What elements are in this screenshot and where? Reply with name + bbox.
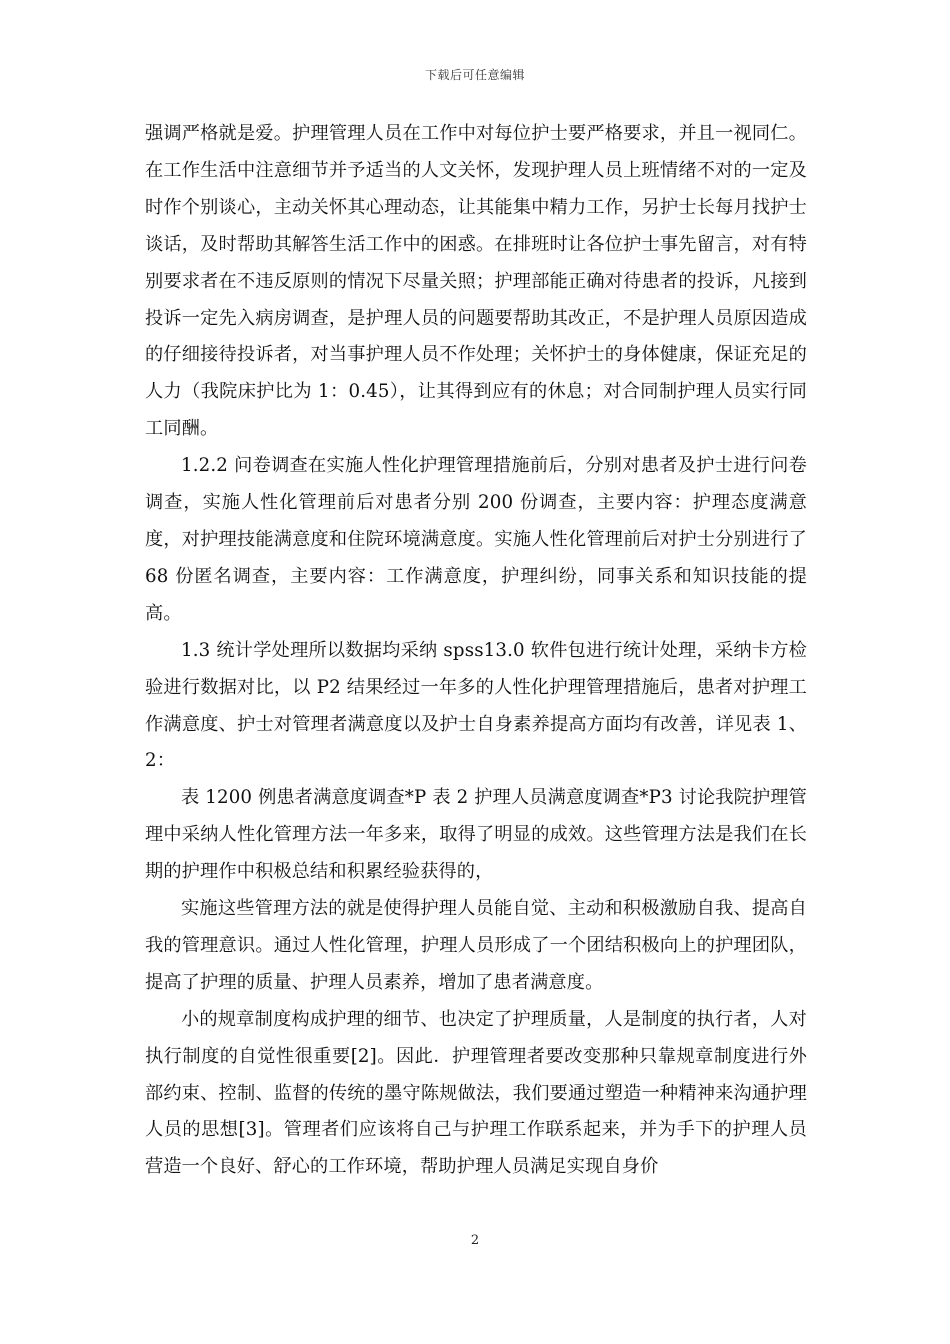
body-paragraph: 1.2.2 问卷调查在实施人性化护理管理措施前后，分别对患者及护士进行问卷调查，实施人性化管理前后对患者分别 200 份调查，主要内容：护理态度满意度，对护理技能满意度和住院环境满意度。实施人性化管理前后对护士分别进行了 68 份匿名调查，主要内容：工作满意度，护理纠纷，同事关系和知识技能的提高。 <box>145 455 807 624</box>
page-number: 2 <box>470 1233 480 1248</box>
document-body <box>145 116 807 1186</box>
body-paragraph: 小的规章制度构成护理的细节、也决定了护理质量，人是制度的执行者，人对执行制度的自觉性很重要[2]。因此．护理管理者要改变那种只靠规章制度进行外部约束、控制、监督的传统的墨守陈规做法，我们要通过塑造一种精神来沟通护理人员的思想[3]。管理者们应该将自己与护理工作联系起来，并为手下的护理人员营造一个良好、舒心的工作环境，帮助护理人员满足实现自身价 <box>145 1008 807 1178</box>
body-paragraph: 1.3 统计学处理所以数据均采纳 spss13.0 软件包进行统计处理，采纳卡方检验进行数据对比，以 P2 结果经过一年多的人性化护理管理措施后，患者对护理工作满意度、护士对管理者满意度以及护士自身素养提高方面均有改善，详见表 1、2： <box>145 639 807 772</box>
body-paragraph: 强调严格就是爱。护理管理人员在工作中对每位护士要严格要求，并且一视同仁。在工作生活中注意细节并予适当的人文关怀，发现护理人员上班情绪不对的一定及时作个别谈心，主动关怀其心理动态，让其能集中精力工作，另护士长每月找护士谈话，及时帮助其解答生活工作中的困惑。在排班时让各位护士事先留言，对有特别要求者在不违反原则的情况下尽量关照；护理部能正确对待患者的投诉，凡接到投诉一定先入病房调查，是护理人员的问题要帮助其改正，不是护理人员原因造成的仔细接待投诉者，对当事护理人员不作处理；关怀护士的身体健康，保证充足的人力（我院床护比为 1：0.45），让其得到应有的休息；对合同制护理人员实行同工同酬。 <box>145 123 807 440</box>
page-header: 下载后可任意编辑 <box>424 68 525 82</box>
body-paragraph: 实施这些管理方法的就是使得护理人员能自觉、主动和积极激励自我、提高自我的管理意识。通过人性化管理，护理人员形成了一个团结积极向上的护理团队，提高了护理的质量、护理人员素养，增加了患者满意度。 <box>145 898 807 993</box>
body-paragraph: 表 1200 例患者满意度调查*P 表 2 护理人员满意度调查*P3 讨论我院护理管理中采纳人性化管理方法一年多来，取得了明显的成效。这些管理方法是我们在长期的护理作中积极总结和积累经验获得的， <box>145 787 807 883</box>
